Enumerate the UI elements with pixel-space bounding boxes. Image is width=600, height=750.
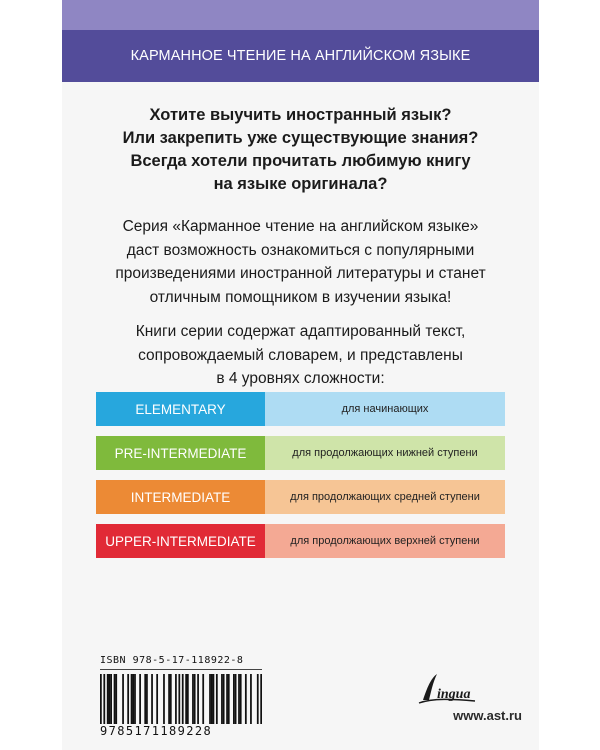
barcode-bar bbox=[209, 674, 211, 724]
top-color-band bbox=[62, 0, 539, 30]
intro-questions bbox=[62, 104, 539, 196]
barcode-bar bbox=[182, 674, 184, 724]
level-name: ELEMENTARY bbox=[96, 392, 265, 426]
barcode-bar bbox=[115, 674, 117, 724]
barcode-bar bbox=[109, 674, 111, 724]
barcode-bar bbox=[132, 674, 134, 724]
intro-line: на языке оригинала? bbox=[213, 175, 388, 193]
barcode-bar bbox=[213, 674, 215, 724]
barcode-block bbox=[100, 655, 262, 738]
barcode-bar bbox=[197, 674, 199, 724]
series-banner bbox=[62, 30, 539, 82]
barcode-bar bbox=[260, 674, 262, 724]
barcode-bar bbox=[250, 674, 252, 724]
barcode-bar bbox=[235, 674, 237, 724]
barcode-bar bbox=[144, 674, 146, 724]
barcode-bar bbox=[192, 674, 194, 724]
barcode-bar bbox=[131, 674, 133, 724]
logo-wordmark: ingua bbox=[437, 687, 471, 702]
barcode-bar bbox=[257, 674, 259, 724]
barcode-bar bbox=[122, 674, 124, 724]
book-back-cover bbox=[62, 0, 539, 750]
level-description: для продолжающих верхней ступени bbox=[265, 524, 505, 558]
intro-line: Всегда хотели прочитать любимую книгу bbox=[130, 152, 471, 170]
level-row-upper-intermediate bbox=[96, 524, 505, 558]
barcode-bar bbox=[114, 674, 116, 724]
books-line: сопровождаемый словарем, и представлены bbox=[138, 346, 463, 364]
description-line: произведениями иностранной литературы и станет bbox=[115, 265, 486, 282]
barcode-bar bbox=[127, 674, 129, 724]
barcode-bar bbox=[170, 674, 172, 724]
barcode-bar bbox=[146, 674, 148, 724]
barcode-bar bbox=[187, 674, 189, 724]
level-row-pre-intermediate bbox=[96, 436, 505, 470]
level-description: для продолжающих нижней ступени bbox=[265, 436, 505, 470]
lingua-logo bbox=[413, 670, 493, 706]
barcode-bar bbox=[100, 674, 102, 724]
barcode-bar bbox=[110, 674, 112, 724]
level-row-elementary bbox=[96, 392, 505, 426]
books-info bbox=[62, 320, 539, 391]
barcode-bar bbox=[216, 674, 218, 724]
barcode-bar bbox=[134, 674, 136, 724]
difficulty-levels bbox=[96, 392, 505, 568]
description-line: Серия «Карманное чтение на английском языке» bbox=[122, 218, 479, 235]
barcode-bar bbox=[202, 674, 204, 724]
description-line: даст возможность ознакомиться с популярными bbox=[126, 241, 475, 259]
barcode-bar bbox=[168, 674, 170, 724]
barcode-bar bbox=[156, 674, 158, 724]
series-description bbox=[62, 215, 539, 309]
publisher-block bbox=[397, 670, 522, 730]
barcode-bar bbox=[178, 674, 180, 724]
intro-line: Хотите выучить иностранный язык? bbox=[149, 106, 452, 124]
description-line: отличным помощником в изучении языка! bbox=[149, 288, 452, 306]
level-name: INTERMEDIATE bbox=[96, 480, 265, 514]
level-name: PRE-INTERMEDIATE bbox=[96, 436, 265, 470]
books-line: в 4 уровнях сложности: bbox=[216, 370, 385, 387]
intro-line: Или закрепить уже существующие знания? bbox=[122, 129, 479, 147]
barcode-bar bbox=[151, 674, 153, 724]
barcode-bar bbox=[233, 674, 235, 724]
level-row-intermediate bbox=[96, 480, 505, 514]
publisher-website: www.ast.ru bbox=[453, 708, 522, 723]
series-title: КАРМАННОЕ ЧТЕНИЕ НА АНГЛИЙСКОМ ЯЗЫКЕ bbox=[130, 48, 471, 64]
barcode-digits: 9785171189228 bbox=[100, 724, 213, 738]
barcode-bar bbox=[139, 674, 141, 724]
barcode-bar bbox=[194, 674, 196, 724]
isbn-number: ISBN 978-5-17-118922-8 bbox=[100, 655, 244, 666]
barcode-bar bbox=[211, 674, 213, 724]
barcode-bar bbox=[238, 674, 240, 724]
barcode-bar bbox=[107, 674, 109, 724]
barcode-bar bbox=[221, 674, 223, 724]
barcode-bar bbox=[175, 674, 177, 724]
level-description: для начинающих bbox=[265, 392, 505, 426]
level-name: UPPER-INTERMEDIATE bbox=[96, 524, 265, 558]
barcode-bar bbox=[226, 674, 228, 724]
barcode-bar bbox=[245, 674, 247, 724]
isbn-divider bbox=[100, 669, 262, 670]
barcode-bar bbox=[163, 674, 165, 724]
barcode-bar bbox=[240, 674, 242, 724]
barcode-bars bbox=[100, 674, 262, 724]
barcode-bar bbox=[228, 674, 230, 724]
barcode-bar bbox=[185, 674, 187, 724]
books-line: Книги серии содержат адаптированный текст, bbox=[135, 323, 466, 340]
barcode-bar bbox=[103, 674, 105, 724]
barcode-bar bbox=[223, 674, 225, 724]
level-description: для продолжающих средней ступени bbox=[265, 480, 505, 514]
